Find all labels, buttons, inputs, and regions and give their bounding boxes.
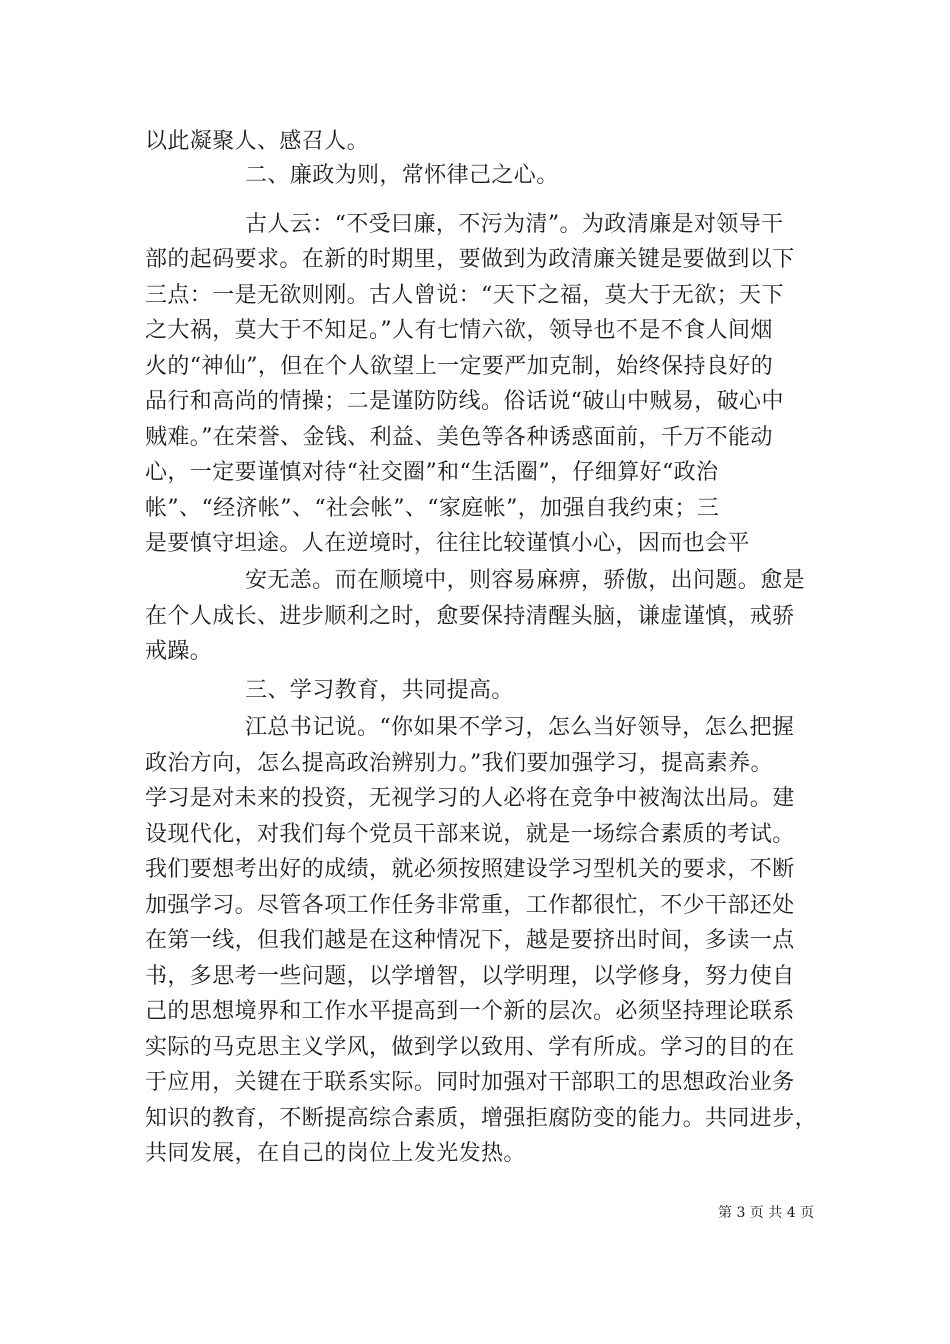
text-line-6: 之大祸，莫大于不知足。”人有七情六欲，领导也不是不食人间烟 <box>145 318 773 343</box>
section-heading-3: 三、学习教育，共同提高。 <box>245 678 514 703</box>
section-heading-2: 二、廉政为则，常怀律己之心。 <box>245 163 559 188</box>
text-line-21: 我们要想考出好的成绩，就必须按照建设学习型机关的要求，不断 <box>145 857 795 882</box>
text-line-9: 贼难。”在荣誉、金钱、利益、美色等各种诱惑面前，千万不能动 <box>145 425 773 450</box>
text-line-5: 三点：一是无欲则刚。古人曾说：“天下之福，莫大于无欲；天下 <box>145 283 784 308</box>
text-line-18: 政治方向，怎么提高政治辨别力。”我们要加强学习，提高素养。 <box>145 751 773 776</box>
text-line-13: 安无恙。而在顺境中，则容易麻痹，骄傲，出问题。愈是 <box>245 568 806 593</box>
text-line-3: 古人云：“不受曰廉，不污为清”。为政清廉是对领导干 <box>245 212 784 237</box>
text-line-11: 帐”、“经济帐”、“社会帐”、“家庭帐”，加强自我约束；三 <box>145 496 720 521</box>
text-line-15: 戒躁。 <box>145 639 213 664</box>
text-line-17: 江总书记说。“你如果不学习，怎么当好领导，怎么把握 <box>245 715 795 740</box>
text-line-4: 部的起码要求。在新的时期里，要做到为政清廉关键是要做到以下 <box>145 247 795 272</box>
text-line-1: 以此凝聚人、感召人。 <box>145 129 370 154</box>
text-line-20: 设现代化，对我们每个党员干部来说，就是一场综合素质的考试。 <box>145 822 795 847</box>
text-line-28: 知识的教育，不断提高综合素质，增强拒腐防变的能力。共同进步， <box>145 1106 818 1131</box>
text-line-24: 书，多思考一些问题，以学增智，以学明理，以学修身，努力使自 <box>145 964 795 989</box>
text-line-12: 是要慎守坦途。人在逆境时，往往比较谨慎小心，因而也会平 <box>145 531 750 556</box>
text-line-25: 己的思想境界和工作水平提高到一个新的层次。必须坚持理论联系 <box>145 999 795 1024</box>
text-line-10: 心，一定要谨慎对待“社交圈”和“生活圈”，仔细算好“政治 <box>145 460 719 485</box>
text-line-22: 加强学习。尽管各项工作任务非常重，工作都很忙，不少干部还处 <box>145 893 795 918</box>
text-line-7: 火的“神仙”，但在个人欲望上一定要严加克制，始终保持良好的 <box>145 354 774 379</box>
text-line-26: 实际的马克思主义学风，做到学以致用、学有所成。学习的目的在 <box>145 1035 795 1060</box>
text-line-14: 在个人成长、进步顺利之时，愈要保持清醒头脑，谦虚谨慎，戒骄 <box>145 604 795 629</box>
page-number-footer: 第 3 页 共 4 页 <box>718 1205 815 1221</box>
text-line-23: 在第一线，但我们越是在这种情况下，越是要挤出时间，多读一点 <box>145 928 795 953</box>
text-line-8: 品行和高尚的情操；二是谨防防线。俗话说“破山中贼易，破心中 <box>145 389 784 414</box>
text-line-27: 于应用，关键在于联系实际。同时加强对干部职工的思想政治业务 <box>145 1070 795 1095</box>
text-line-29: 共同发展，在自己的岗位上发光发热。 <box>145 1141 526 1166</box>
text-line-19: 学习是对未来的投资，无视学习的人必将在竞争中被淘汰出局。建 <box>145 786 795 811</box>
